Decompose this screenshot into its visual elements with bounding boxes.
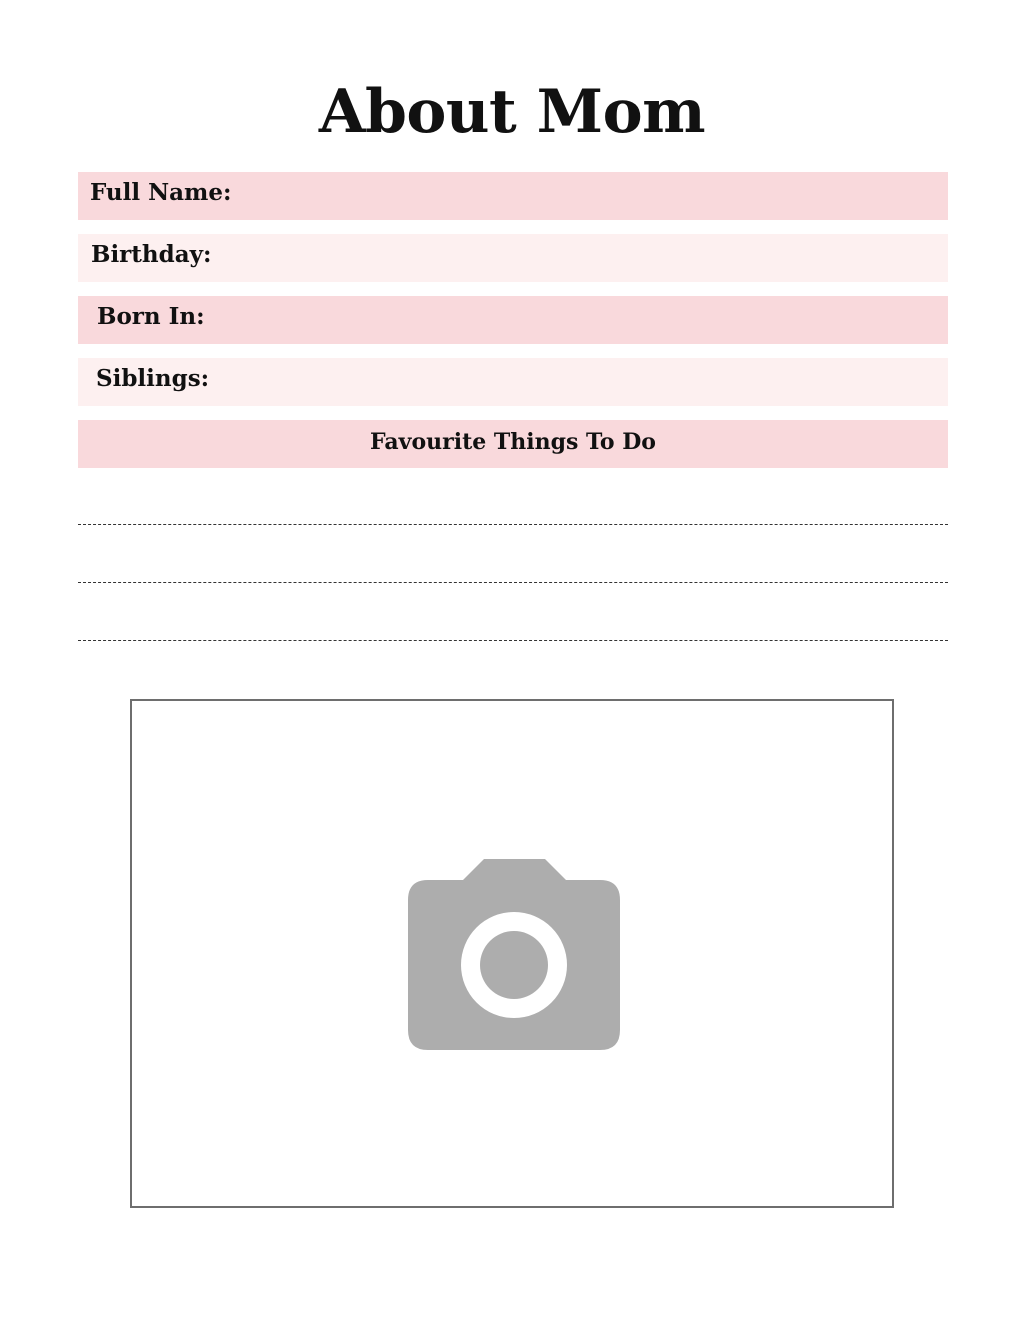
birthday-label: Birthday: bbox=[91, 241, 212, 268]
siblings-field[interactable] bbox=[78, 358, 948, 406]
camera-icon bbox=[408, 859, 620, 1051]
born-in-label: Born In: bbox=[97, 303, 205, 330]
favourites-write-line-1[interactable] bbox=[78, 524, 948, 525]
favourites-write-line-2[interactable] bbox=[78, 582, 948, 583]
favourites-write-line-3[interactable] bbox=[78, 640, 948, 641]
page-title: About Mom bbox=[318, 77, 706, 147]
full-name-label: Full Name: bbox=[90, 179, 232, 206]
favourites-header bbox=[78, 420, 948, 468]
favourites-header-label: Favourite Things To Do bbox=[370, 429, 656, 455]
siblings-label: Siblings: bbox=[96, 365, 210, 392]
photo-frame[interactable] bbox=[130, 699, 894, 1208]
full-name-field[interactable] bbox=[78, 172, 948, 220]
birthday-field[interactable] bbox=[78, 234, 948, 282]
born-in-field[interactable] bbox=[78, 296, 948, 344]
